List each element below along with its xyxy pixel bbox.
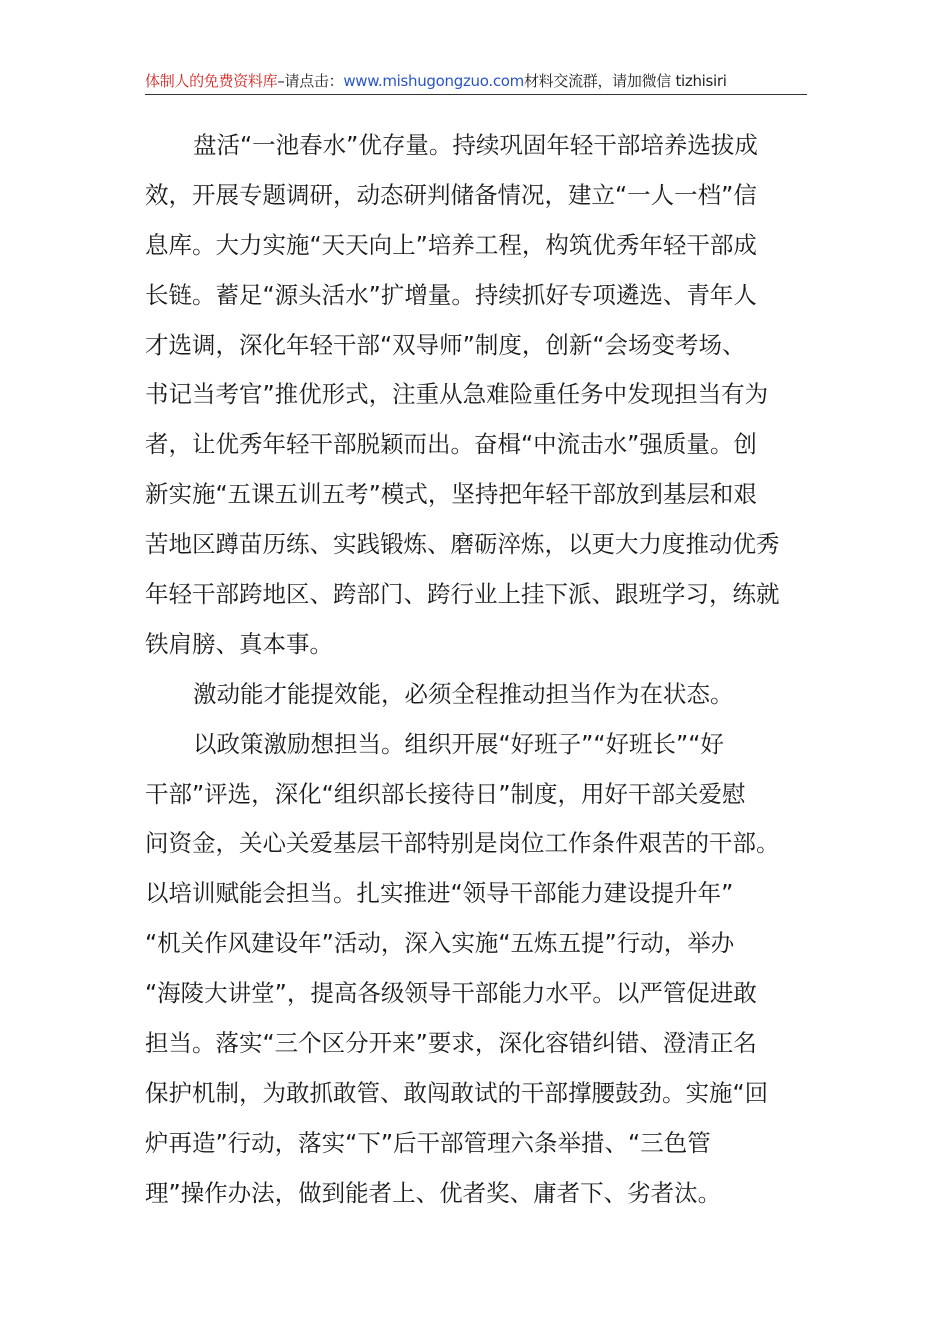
paragraph-line: 盘活“一池春水”优存量。持续巩固年轻干部培养选拔成 bbox=[193, 131, 758, 159]
paragraph-line: 问资金，关心关爱基层干部特别是岗位工作条件艰苦的干部。 bbox=[145, 829, 780, 858]
header-contact-text: 材料交流群，请加微信 tizhisiri bbox=[523, 72, 727, 90]
paragraph-line: 理”操作办法，做到能者上、优者奖、庸者下、劣者汰。 bbox=[145, 1178, 722, 1207]
paragraph-line: 保护机制，为敢抓敢管、敢闯敢试的干部撑腰鼓劲。实施“回 bbox=[145, 1078, 769, 1107]
header-prompt: –请点击： bbox=[277, 72, 344, 90]
paragraph-line: 新实施“五课五训五考”模式，坚持把年轻干部放到基层和艰 bbox=[145, 480, 757, 509]
paragraph-line: 书记当考官”推优形式，注重从急难险重任务中发现担当有为 bbox=[145, 380, 769, 409]
paragraph-line: 铁肩膀、真本事。 bbox=[145, 629, 333, 658]
paragraph-line: 干部”评选，深化“组织部长接待日”制度，用好干部关爱慰 bbox=[145, 779, 746, 808]
page-header bbox=[145, 68, 807, 95]
header-brand: 体制人的免费资料库 bbox=[145, 72, 278, 90]
paragraph-line: 息库。大力实施“天天向上”培养工程，构筑优秀年轻干部成 bbox=[145, 230, 757, 259]
paragraph-line: 以政策激励想担当。组织开展“好班子”“好班长”“好 bbox=[193, 729, 724, 758]
paragraph-line: 炉再造”行动，落实“下”后干部管理六条举措、“三色管 bbox=[145, 1128, 711, 1157]
document-body bbox=[145, 121, 807, 1219]
paragraph-line: 才选调，深化年轻干部“双导师”制度，创新“会场变考场、 bbox=[145, 330, 746, 359]
paragraph-line: “海陵大讲堂”，提高各级领导干部能力水平。以严管促进敢 bbox=[145, 979, 757, 1008]
paragraph-line: 以培训赋能会担当。扎实推进“领导干部能力建设提升年” bbox=[145, 879, 734, 908]
paragraph-line: 苦地区蹲苗历练、实践锻炼、磨砺淬炼，以更大力度推动优秀 bbox=[145, 530, 780, 559]
paragraph-line: 者，让优秀年轻干部脱颖而出。奋楫“中流击水”强质量。创 bbox=[145, 430, 757, 459]
header-url-link[interactable]: www.mishugongzuo.com bbox=[343, 72, 524, 90]
paragraph-line: 效，开展专题调研，动态研判储备情况，建立“一人一档”信 bbox=[145, 180, 757, 209]
paragraph-line: 担当。落实“三个区分开来”要求，深化容错纠错、澄清正名 bbox=[145, 1029, 757, 1058]
section-heading-line: 激动能才能提效能，必须全程推动担当作为在状态。 bbox=[193, 679, 734, 708]
paragraph-line: 年轻干部跨地区、跨部门、跨行业上挂下派、跟班学习，练就 bbox=[145, 580, 780, 609]
paragraph-line: 长链。蓄足“源头活水”扩增量。持续抓好专项遴选、青年人 bbox=[145, 280, 757, 309]
paragraph-line: “机关作风建设年”活动，深入实施“五炼五提”行动，举办 bbox=[145, 929, 735, 958]
